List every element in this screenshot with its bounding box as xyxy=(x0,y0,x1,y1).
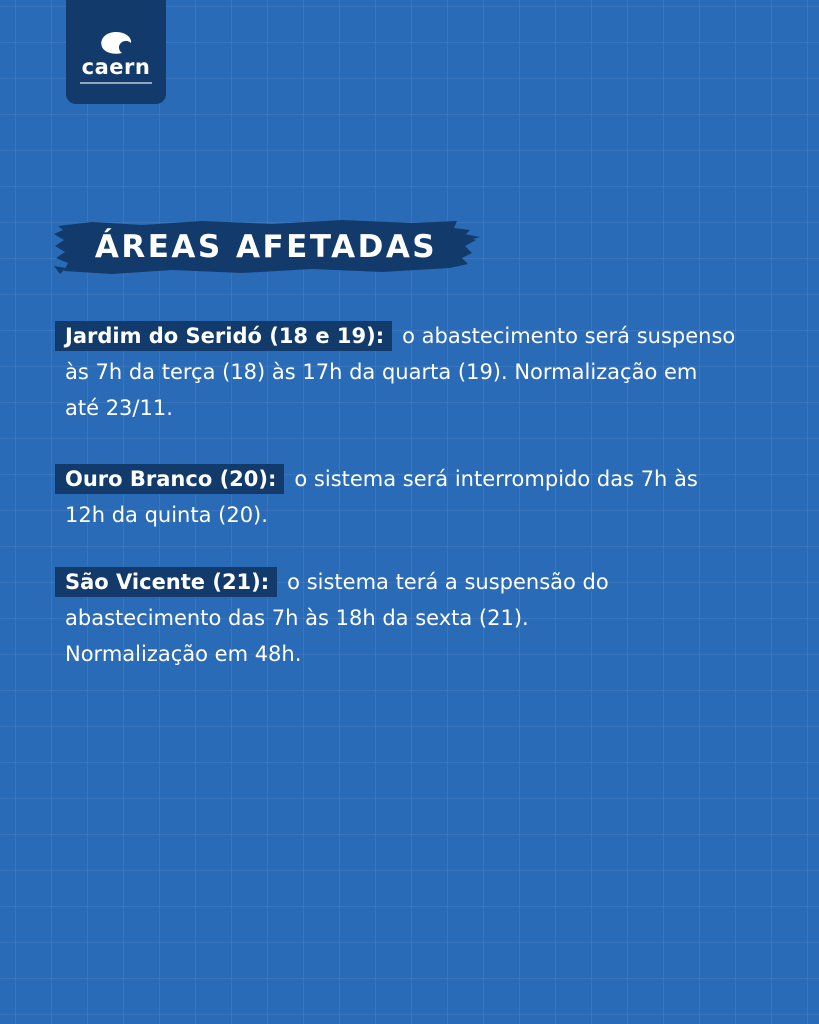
area-item-sao-vicente xyxy=(55,564,775,672)
area-description-line: 12h da quinta (20). xyxy=(65,503,268,527)
area-item-ouro-branco xyxy=(55,461,775,533)
caern-logo-mark-icon xyxy=(97,30,135,56)
heading-title: ÁREAS AFETADAS xyxy=(94,229,438,265)
caern-logo xyxy=(66,0,166,104)
area-description-line: às 7h da terça (18) às 17h da quarta (19). Normalização em xyxy=(65,360,698,384)
section-heading xyxy=(52,216,480,280)
area-item-jardim-do-serido xyxy=(55,318,775,426)
area-description-line: até 23/11. xyxy=(65,396,173,420)
area-description-first-line: o sistema será interrompido das 7h às xyxy=(294,467,698,491)
area-label: Ouro Branco (20): xyxy=(55,464,284,494)
area-label: São Vicente (21): xyxy=(55,567,277,597)
area-description-first-line: o abastecimento será suspenso xyxy=(402,324,736,348)
area-label: Jardim do Seridó (18 e 19): xyxy=(55,321,392,351)
area-description-first-line: o sistema terá a suspensão do xyxy=(287,570,609,594)
area-description-line: Normalização em 48h. xyxy=(65,642,302,666)
logo-tagline xyxy=(80,82,152,84)
area-description-line: abastecimento das 7h às 18h da sexta (21). xyxy=(65,606,529,630)
caern-logo-wordmark: caern xyxy=(81,55,151,79)
